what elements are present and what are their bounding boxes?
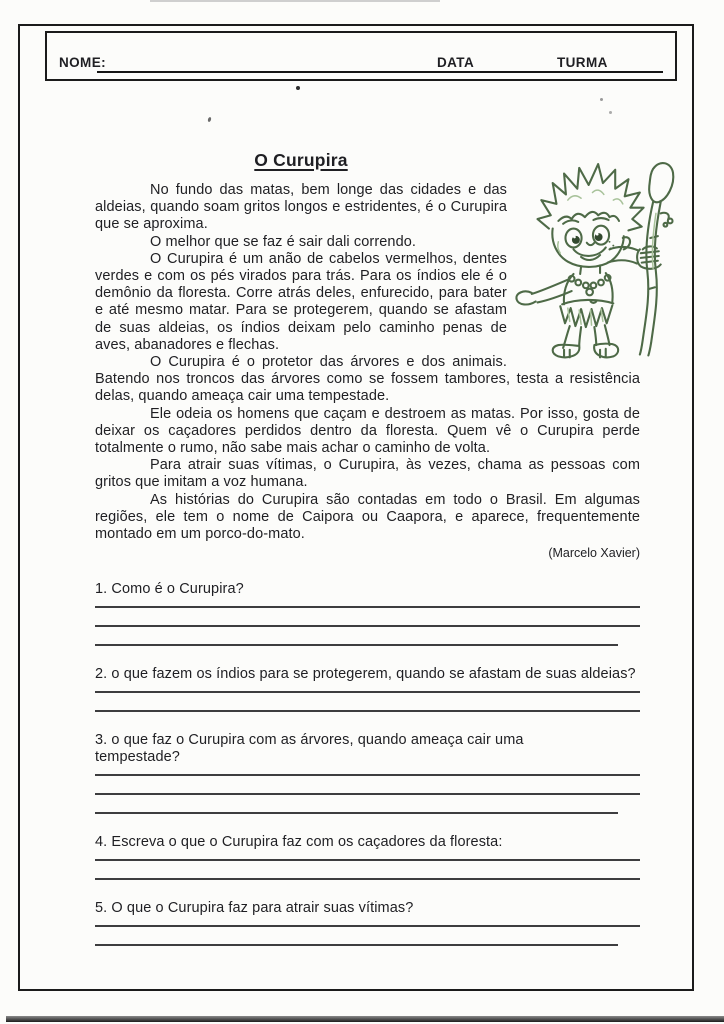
passage-paragraph: As histórias do Curupira são contadas em todo o Brasil. Em algumas regiões, ele tem o nome de Caipora ou Caapora, e aparece, frequentemente montado em um porco-do-mato. <box>95 491 640 543</box>
scan-edge-artifact <box>6 1016 724 1022</box>
passage-paragraph: Para atrair suas vítimas, o Curupira, às vezes, chama as pessoas com gritos que imitam a voz humana. <box>95 457 640 491</box>
scan-artifact <box>150 0 440 2</box>
answer-line[interactable] <box>95 776 640 795</box>
answer-line[interactable] <box>95 627 618 646</box>
answer-line[interactable] <box>95 851 640 861</box>
date-label: DATA <box>437 55 475 70</box>
answer-line[interactable] <box>95 598 640 608</box>
answer-line[interactable] <box>95 608 640 627</box>
answer-line[interactable] <box>95 693 640 712</box>
passage-paragraph: O melhor que se faz é sair dali correndo. <box>150 233 417 250</box>
answer-line[interactable] <box>95 927 618 946</box>
worksheet-content <box>95 150 640 946</box>
question-text: 2. o que fazem os índios para se protegerem, quando se afastam de suas aldeias? <box>95 666 636 683</box>
passage-paragraph: O Curupira é um anão de cabelos vermelhos, dentes verdes e com os pés virados para trás. Para os índios ele é o demônio da floresta. Corre atrás deles, enfurecido, para bater e até mesmo matar. Para se protegerem, quando se afastam de suas aldeias, os índios deixam pelo caminho penas de aves, abanadores e flechas. <box>95 250 507 353</box>
question-text: 4. Escreva o que o Curupira faz com os caçadores da floresta: <box>95 834 503 851</box>
answer-line[interactable] <box>95 683 640 693</box>
curupira-illustration <box>507 150 640 355</box>
question-answers <box>95 683 640 712</box>
question-text: 5. O que o Curupira faz para atrair suas vítimas? <box>95 900 414 917</box>
question-text: 1. Como é o Curupira? <box>95 581 244 598</box>
scan-speck <box>600 98 603 101</box>
question-block-4 <box>95 834 640 880</box>
curupira-drawing-svg <box>511 145 691 367</box>
question-block-5 <box>95 900 640 946</box>
answer-line[interactable] <box>95 766 640 776</box>
header-box <box>45 31 677 81</box>
answer-line[interactable] <box>95 795 618 814</box>
header-fill-in-line[interactable] <box>97 71 663 73</box>
page-title: O Curupira <box>254 150 348 170</box>
scan-speck <box>609 111 612 114</box>
passage-paragraph: No fundo das matas, bem longe das cidades e das aldeias, quando soam gritos longos e estridentes, é o Curupira que se aproxima. <box>95 182 507 233</box>
question-answers <box>95 766 640 814</box>
question-answers <box>95 917 640 946</box>
class-label: TURMA <box>557 55 608 70</box>
question-block-2 <box>95 666 640 712</box>
scan-speck <box>296 86 300 90</box>
author-attribution: (Marcelo Xavier) <box>548 546 640 561</box>
answer-line[interactable] <box>95 917 640 927</box>
question-block-3 <box>95 732 640 814</box>
answer-line[interactable] <box>95 861 640 880</box>
question-block-1 <box>95 581 640 646</box>
question-answers <box>95 598 640 646</box>
question-text: 3. o que faz o Curupira com as árvores, quando ameaça cair uma tempestade? <box>95 732 524 766</box>
passage-paragraph: Ele odeia os homens que caçam e destroem as matas. Por isso, gosta de deixar os caçadores perdidos dentro da floresta. Quem vê o Curupira perde totalmente o rumo, não sabe mais achar o caminho de volta. <box>95 405 640 457</box>
question-answers <box>95 851 640 880</box>
name-label: NOME: <box>59 55 106 70</box>
passage-paragraph: O Curupira é o protetor das árvores e dos animais. Batendo nos troncos das árvores como se fossem tambores, testa a resistência delas, quando ameaça cair uma tempestade. <box>95 354 640 405</box>
